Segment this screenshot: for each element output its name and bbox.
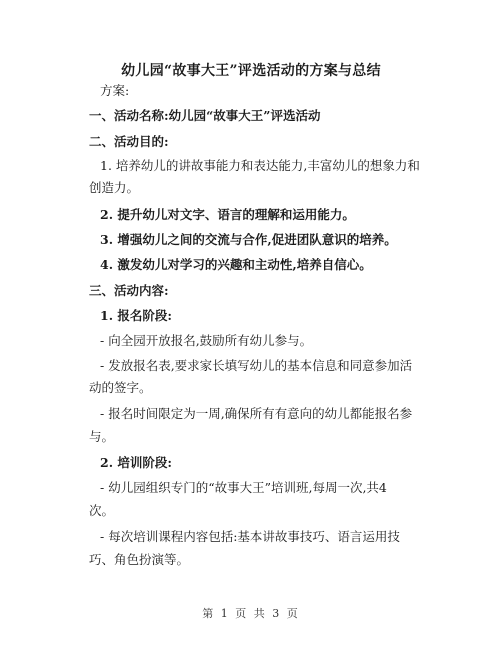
- heading-activity-name: 一、活动名称:幼儿园“故事大王”评选活动: [89, 108, 321, 123]
- training-item-1: - 幼儿园组织专门的“故事大王”培训班,每周一次,共4: [100, 480, 387, 495]
- purpose-item-3: 3. 增强幼儿之间的交流与合作,促进团队意识的培养。: [100, 232, 397, 247]
- purpose-item-1-cont: 创造力。: [89, 180, 140, 195]
- purpose-item-4: 4. 激发幼儿对学习的兴趣和主动性,培养自信心。: [100, 257, 372, 272]
- registration-item-2-cont: 动的签字。: [89, 380, 152, 395]
- registration-item-2: - 发放报名表,要求家长填写幼儿的基本信息和同意参加活: [100, 358, 413, 373]
- registration-item-1: - 向全园开放报名,鼓励所有幼儿参与。: [100, 333, 313, 348]
- document-title: 幼儿园“故事大王”评选活动的方案与总结: [121, 63, 381, 79]
- training-item-2-cont: 巧、角色扮演等。: [89, 552, 190, 567]
- heading-activity-purpose: 二、活动目的:: [89, 134, 169, 149]
- purpose-item-2: 2. 提升幼儿对文字、语言的理解和运用能力。: [100, 207, 355, 222]
- stage-registration-heading: 1. 报名阶段:: [100, 308, 173, 323]
- purpose-item-1: 1. 培养幼儿的讲故事能力和表达能力,丰富幼儿的想象力和: [100, 158, 420, 173]
- registration-item-3-cont: 与。: [89, 429, 115, 444]
- registration-item-3: - 报名时间限定为一周,确保所有有意向的幼儿都能报名参: [100, 406, 413, 421]
- training-item-2: - 每次培训课程内容包括:基本讲故事技巧、语言运用技: [100, 529, 400, 544]
- training-item-1-cont: 次。: [89, 503, 115, 518]
- page-number-footer: 第 1 页 共 3 页: [202, 607, 300, 620]
- section-label-plan: 方案:: [100, 83, 130, 98]
- heading-activity-content: 三、活动内容:: [89, 283, 169, 298]
- stage-training-heading: 2. 培训阶段:: [100, 455, 173, 470]
